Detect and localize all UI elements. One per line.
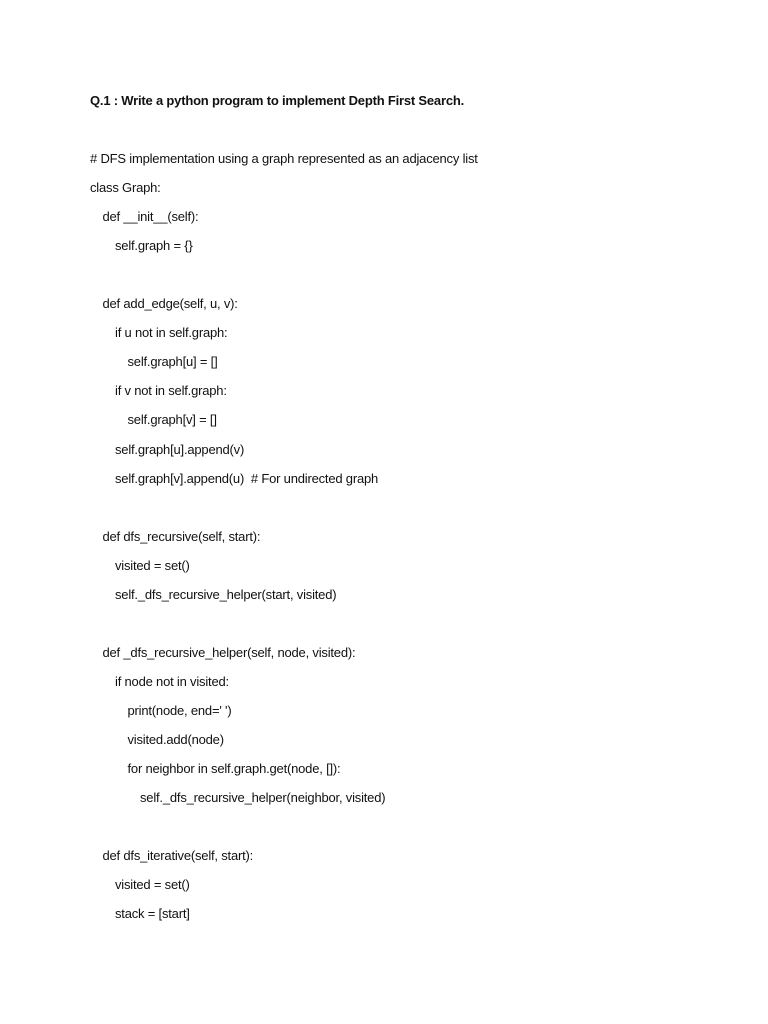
code-line: self.graph[v].append(u) # For undirected graph [115,470,379,486]
code-line: self.graph[u].append(v) [115,441,245,457]
code-line: stack = [start] [115,906,190,922]
code-line: if node not in visited: [115,673,229,689]
code-line: def add_edge(self, u, v): [102,296,238,312]
code-line: if v not in self.graph: [115,383,227,399]
code-line: visited.add(node) [127,732,224,747]
code-line: self._dfs_recursive_helper(neighbor, visited) [140,790,386,806]
code-line: def dfs_recursive(self, start): [102,528,261,544]
code-line: def _dfs_recursive_helper(self, node, visited): [102,644,356,660]
code-line: print(node, end=' ') [127,702,232,718]
code-line: if u not in self.graph: [115,325,228,341]
code-line: self.graph[v] = [] [127,412,217,428]
code-line: def dfs_iterative(self, start): [102,848,254,864]
code-line: def __init__(self): [102,209,199,225]
code-line: class Graph: [90,180,161,196]
code-line: visited = set() [115,877,190,893]
question-heading: Q.1 : Write a python program to implement Depth First Search. [90,93,465,108]
code-line: self.graph[u] = [] [127,354,218,370]
code-line: self._dfs_recursive_helper(start, visited) [115,586,337,602]
code-line: self.graph = {} [115,238,193,254]
code-line: for neighbor in self.graph.get(node, []): [127,761,341,777]
code-line: # DFS implementation using a graph represented as an adjacency list [90,151,478,166]
code-line: visited = set() [115,557,190,573]
